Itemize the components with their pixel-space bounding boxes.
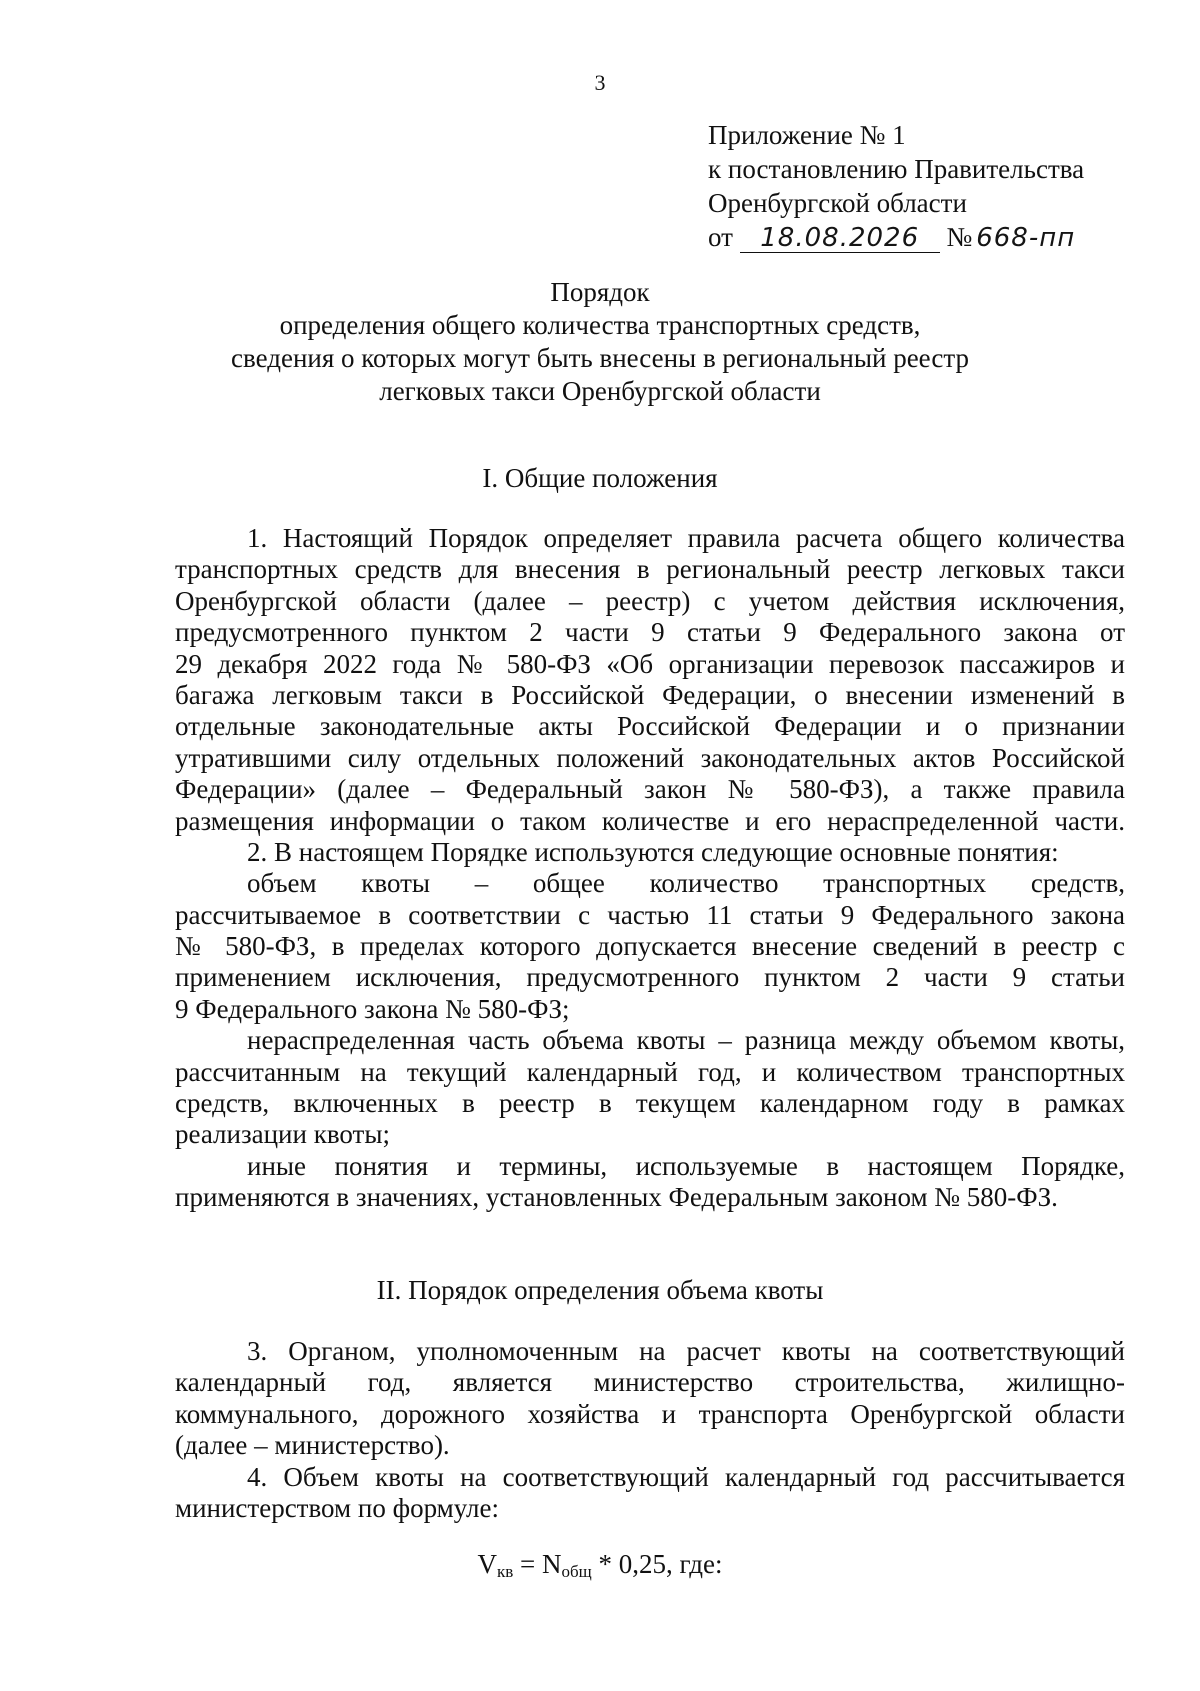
text-line: иные понятия и термины, используемые в настоящем Порядке, bbox=[247, 1150, 1125, 1181]
appendix-line-2: к постановлению Правительства bbox=[708, 154, 1085, 184]
text-line: (далее – министерство). bbox=[175, 1430, 450, 1461]
appendix-line-1: Приложение № 1 bbox=[708, 120, 906, 150]
section-1-body bbox=[175, 523, 1125, 1214]
section-2-body bbox=[175, 1336, 1125, 1524]
text-line: средств, включенных в реестр в текущем календарном году в рамках bbox=[175, 1088, 1125, 1119]
text-line: транспортных средств для внесения в региональный реестр легковых такси bbox=[175, 554, 1125, 585]
from-label: от bbox=[708, 222, 733, 252]
appendix-block bbox=[708, 118, 1100, 254]
title-line-4: легковых такси Оренбургской области bbox=[379, 376, 821, 406]
text-line: 3. Органом, уполномоченным на расчет квоты на соответствующий bbox=[247, 1336, 1125, 1366]
text-line: применяются в значениях, установленных Федеральным законом № 580-ФЗ. bbox=[175, 1182, 1058, 1213]
text-line: утратившими силу отдельных положений законодательных актов Российской bbox=[175, 742, 1125, 773]
text-line: коммунального, дорожного хозяйства и транспорта Оренбургской области bbox=[175, 1398, 1125, 1429]
text-line: рассчитываемое в соответствии с частью 11 статьи 9 Федерального закона bbox=[175, 899, 1125, 930]
text-line: реализации квоты; bbox=[175, 1119, 390, 1150]
text-line: отдельные законодательные акты Российской Федерации и о признании bbox=[175, 711, 1125, 742]
text-line: применением исключения, предусмотренного пунктом 2 части 9 статьи bbox=[175, 962, 1125, 993]
appendix-line-3: Оренбургской области bbox=[708, 188, 967, 218]
text-line: 2. В настоящем Порядке используются следующие основные понятия: bbox=[247, 836, 1059, 867]
handwritten-date: 18.08.2026 bbox=[740, 224, 940, 253]
quota-formula: $V_{кв} = N_{общ} * 0,25$, где: bbox=[477, 1549, 723, 1581]
text-line: № 580-ФЗ, в пределах которого допускается внесение сведений в реестр с bbox=[175, 931, 1125, 962]
text-line: 9 Федерального закона № 580-ФЗ; bbox=[175, 993, 570, 1024]
text-line: размещения информации о таком количестве и его нераспределенной части. bbox=[175, 805, 1125, 836]
text-line: предусмотренного пунктом 2 части 9 статьи 9 Федерального закона от bbox=[175, 617, 1125, 648]
text-line: Федерации» (далее – Федеральный закон № 580-ФЗ), а также правила bbox=[175, 774, 1125, 805]
section-heading-2: II. Порядок определения объема квоты bbox=[376, 1275, 824, 1305]
document-title bbox=[0, 276, 1200, 408]
title-line-1: Порядок bbox=[550, 277, 650, 307]
section-heading-1: I. Общие положения bbox=[482, 463, 718, 493]
text-line: календарный год, является министерство строительства, жилищно- bbox=[175, 1367, 1125, 1398]
title-line-3: сведения о которых могут быть внесены в региональный реестр bbox=[231, 343, 969, 373]
text-line: 1. Настоящий Порядок определяет правила расчета общего количества bbox=[247, 523, 1125, 553]
text-line: объем квоты – общее количество транспортных средств, bbox=[247, 868, 1125, 899]
text-line: министерством по формуле: bbox=[175, 1492, 500, 1523]
appendix-date-line bbox=[708, 220, 1100, 254]
text-line: нераспределенная часть объема квоты – разница между объемом квоты, bbox=[247, 1025, 1125, 1056]
text-line: Оренбургской области (далее – реестр) с учетом действия исключения, bbox=[175, 585, 1125, 616]
number-label: № bbox=[946, 222, 973, 252]
text-line: рассчитанным на текущий календарный год, и количеством транспортных bbox=[175, 1056, 1125, 1087]
text-line: 4. Объем квоты на соответствующий календарный год рассчитывается bbox=[247, 1461, 1125, 1492]
text-line: багажа легковым такси в Российской Федерации, о внесении изменений в bbox=[175, 679, 1125, 710]
handwritten-number: 668-пп bbox=[976, 223, 1076, 253]
text-line: 29 декабря 2022 года № 580-ФЗ «Об организации перевозок пассажиров и bbox=[175, 648, 1125, 679]
page-number: 3 bbox=[594, 70, 606, 95]
title-line-2: определения общего количества транспортных средств, bbox=[279, 310, 921, 340]
